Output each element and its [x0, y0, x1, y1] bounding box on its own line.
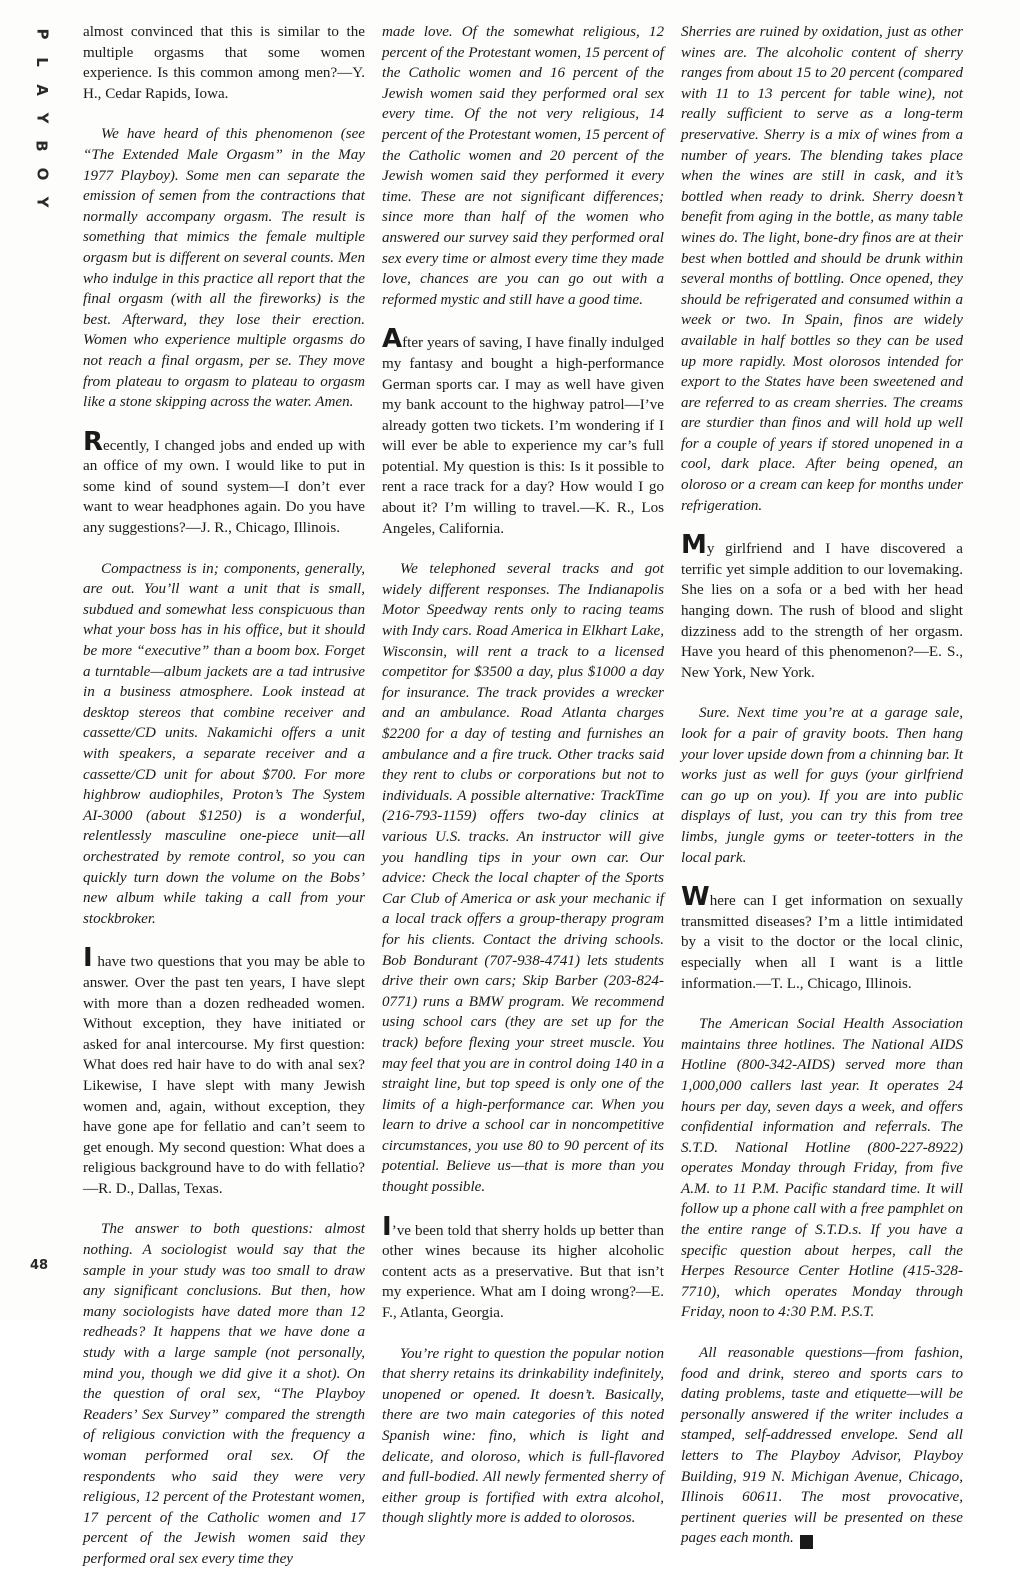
answer-paragraph: The American Social Health Association maintains three hotlines. The National AIDS Hotline (800-342-AIDS) served more than 1,000,000 callers last year. It operates 24 hours per day, seven days a week, and offers confidential information and referrals. The S.T.D. National Hotline (800-227-8922) operates Monday through Friday, from five A.M. to 11 P.M. Pacific standard time. It will follow up a phone call with a free pamphlet on the entire range of S.T.D.s. If you have a specific question about herpes, call the Herpes Resource Center Hotline (415-328-7710), which operates Monday through Friday, noon to 4:30 P.M. P.S.T.	[681, 1016, 963, 1321]
question-paragraph	[681, 530, 963, 683]
question-paragraph	[382, 324, 664, 539]
question-text: have two questions that you may be able to answer. Over the past ten years, I have slept with more than a dozen redheaded women. Without exception, they have initiated or asked for anal intercourse. My first question: What does red hair have to do with anal sex? Likewise, I have slept with many Jewish women and, again, without exception, they have gone ape for fellatio and can’t seem to get enough. My second question: What does a religious background have to do with fellatio?—R. D., Dallas, Texas.	[83, 954, 365, 1197]
masthead-letter: B	[33, 140, 51, 152]
answer-paragraph: You’re right to question the popular notion that sherry retains its drinkability indefinitely, unopened or opened. It doesn’t. Basically, there are two main categories of this noted Spanish wine: fino, which is light and delicate, and oloroso, which is full-flavored and full-bodied. All newly fermented sherry of either group is fortified with extra alcohol, though slightly more is added to olorosos.	[382, 1345, 664, 1527]
answer-continuation: Sherries are ruined by oxidation, just as other wines are. The alcoholic content of sherry ranges from about 15 to 20 percent (compared with 11 to 13 percent for table wine), not really sufficient to serve as a long-term preservative. Sherry is a mix of wines from a number of years. The blending takes place when the wines are still in cask, and it’s bottled when ready to drink. Sherry doesn’t benefit from aging in the bottle, as many table wines do. The light, bone-dry finos are at their best when bottled and should be drunk within several months of bottling. Once opened, they should be refrigerated and consumed within a week or two. In Spain, finos are widely available in half bottles so they can be used up more rapidly. Most olorosos intended for export to the States have been sweetened and are referred to as cream sherries. The creams are sturdier than finos and will hold up well for a couple of years if stored unopened in a cool, dark place. After being opened, an oloroso or a cream can keep for months under refrigeration.	[681, 24, 963, 514]
drop-cap: A	[382, 324, 403, 355]
question-continuation: almost convinced that this is similar to the multiple orgasms that some women experience. Is this common among men?—Y. H., Cedar Rapids, Iowa.	[83, 24, 365, 102]
column-1	[83, 22, 365, 1567]
answer-paragraph: Sure. Next time you’re at a garage sale, look for a pair of gravity boots. Then hang your lover upside down from a chinning bar. It works just as well for guys (your girlfriend can go up on you). If you are into public displays of lust, you can try this from tree limbs, jungle gyms or teeter-totters in the local park.	[681, 705, 963, 866]
masthead-letter: A	[32, 84, 51, 96]
question-paragraph	[382, 1211, 664, 1324]
question-paragraph	[83, 943, 365, 1199]
question-text: ecently, I changed jobs and ended up with an office of my own. I would like to put in some kind of sound system—I don’t ever want to wear headphones again. Do you have any suggestions?—J. R., Chicago, Illinois.	[83, 437, 365, 537]
masthead-letter: Y	[33, 112, 51, 124]
bunny-icon: ❦	[800, 1535, 813, 1549]
drop-cap: M	[681, 530, 707, 561]
drop-cap: R	[83, 426, 104, 457]
question-text: ’ve been told that sherry holds up better than other wines because its higher alcoholic content acts as a preservative. But that isn’t my experience. What am I doing wrong?—E. F., Atlanta, Georgia.	[382, 1222, 664, 1322]
answer-continuation: made love. Of the somewhat religious, 12 percent of the Protestant women, 15 percent of the Catholic women and 16 percent of the Jewish women said they performed oral sex every time. Of the not very religious, 14 percent of the Protestant women, 15 percent of the Catholic women and 20 percent of the Jewish women said they performed it every time. These are not significant differences; since more than half of the women who answered our survey said they performed oral sex every time or almost every time they made love, chances are you can go out with a reformed mystic and still have a good time.	[382, 24, 664, 308]
masthead-letter: O	[32, 167, 51, 181]
question-text: fter years of saving, I have finally indulged my fantasy and bought a high-performance German sports car. I may as well have given my bank account to the highway patrol—I’ve already gotten two tickets. I’m wondering if I will ever be able to experience my car’s full potential. My question is this: Is it possible to rent a race track for a day? How would I go about it? I’m willing to travel.—K. R., Los Angeles, California.	[382, 335, 664, 537]
masthead-letter: L	[33, 57, 51, 67]
question-paragraph	[681, 882, 963, 994]
column-3	[681, 22, 963, 1548]
drop-cap: I	[382, 1211, 392, 1242]
answer-paragraph: We have heard of this phenomenon (see “The Extended Male Orgasm” in the May 1977 Playboy). Some men can separate the emission of semen from the contractions that normally accompany orgasm. The result is something that mimics the female multiple orgasm but is different on several counts. Men who indulge in this practice all report that the final orgasm (with all the fireworks) is the best. Afterward, they lose their erection. Women who experience multiple orgasms do not reach a final orgasm, per se. They move from plateau to orgasm to plateau to orgasm like a stone skipping across the water. Amen.	[83, 126, 365, 411]
column-2	[382, 22, 664, 1527]
masthead-vertical	[33, 20, 51, 216]
page-number: 48	[30, 1258, 49, 1273]
masthead-letter: Y	[33, 196, 51, 208]
closing-note	[681, 1343, 963, 1549]
closing-text: All reasonable questions—from fashion, food and drink, stereo and sports cars to dating problems, taste and etiquette—will be personally answered if the writer includes a stamped, self-addressed envelope. Send all letters to The Playboy Advisor, Playboy Building, 919 N. Michigan Avenue, Chicago, Illinois 60611. The most provocative, pertinent queries will be presented on these pages each month.	[681, 1345, 963, 1547]
answer-paragraph: We telephoned several tracks and got widely different responses. The Indianapolis Motor Speedway rents only to racing teams with Indy cars. Road America in Elkhart Lake, Wisconsin, will rent a track to a licensed competitor for $3500 a day, plus $1000 a day for insurance. The track provides a wrecker and an ambulance. Road Atlanta charges $2200 for a day of testing and furnishes an ambulance and a fire truck. Other tracks said they rent to clubs or corporations but not to individuals. A possible alternative: TrackTime (216-793-1159) offers two-day clinics at various U.S. tracks. An instructor will give you handling tips in your own car. Our advice: Check the local chapter of the Sports Car Club of America or ask your mechanic if a local track offers a group-therapy program for his clients. Contact the driving schools. Bob Bondurant (707-938-4741) lets students drive their own cars; Skip Barber (203-824-0771) runs a BMW program. We recommend using school cars (they are set up for the track) before flexing your street muscle. You may feel that you are in control doing 140 in a straight line, but top speed is only one of the limits of a high-performance car. When you learn to drive a school car in noncompetitive circumstances, you use 80 to 90 percent of its potential. Believe us—that is more than you thought possible.	[382, 561, 664, 1196]
drop-cap: I	[83, 943, 93, 974]
drop-cap: W	[681, 882, 710, 913]
masthead-letter: P	[33, 28, 51, 40]
question-text: here can I get information on sexually transmitted diseases? I’m a little intimidated by a visit to the doctor or the local clinic, especially when all I want is a little information.—T. L., Chicago, Illinois.	[681, 893, 963, 992]
question-text: y girlfriend and I have discovered a terrific yet simple addition to our lovemaking. She lies on a sofa or a bed with her head hanging down. The rush of blood and slight dizziness add to the strength of her orgasm. Have you heard of this phenomenon?—E. S., New York, New York.	[681, 541, 963, 681]
answer-paragraph: Compactness is in; components, generally, are out. You’ll want a unit that is small, subdued and somewhat less conspicuous than what your boss has in his office, but it should be more “executive” than a boom box. Forget a turntable—album jackets are a tad intrusive in a business atmosphere. Look instead at desktop stereos that combine receiver and cassette/CD units. Nakamichi offers a unit with speakers, a separate receiver and a cassette/CD unit for about $700. For more highbrow audiophiles, Proton’s The System AI-3000 (about $1250) is a wonderful, relentlessly masculine one-piece unit—all orchestrated by remote control, so you can quickly turn down the volume on the Bobs’ new album while taking a call from your stockbroker.	[83, 560, 365, 927]
question-paragraph	[83, 426, 365, 539]
answer-paragraph: The answer to both questions: almost nothing. A sociologist would say that the sample in your study was too small to draw any significant conclusions. But then, how many sociologists have dated more than 12 redheads? It happens that we have done a study with a large sample (not personally, mind you, though we did give it a shot). On the question of oral sex, “The Playboy Readers’ Sex Survey” compared the strength of religious conviction with the frequency a woman performed oral sex. Of the respondents who said they were very religious, 12 percent of the Protestant women, 17 percent of the Catholic women and 17 percent of the Jewish women said they performed oral sex every time they	[83, 1221, 365, 1567]
